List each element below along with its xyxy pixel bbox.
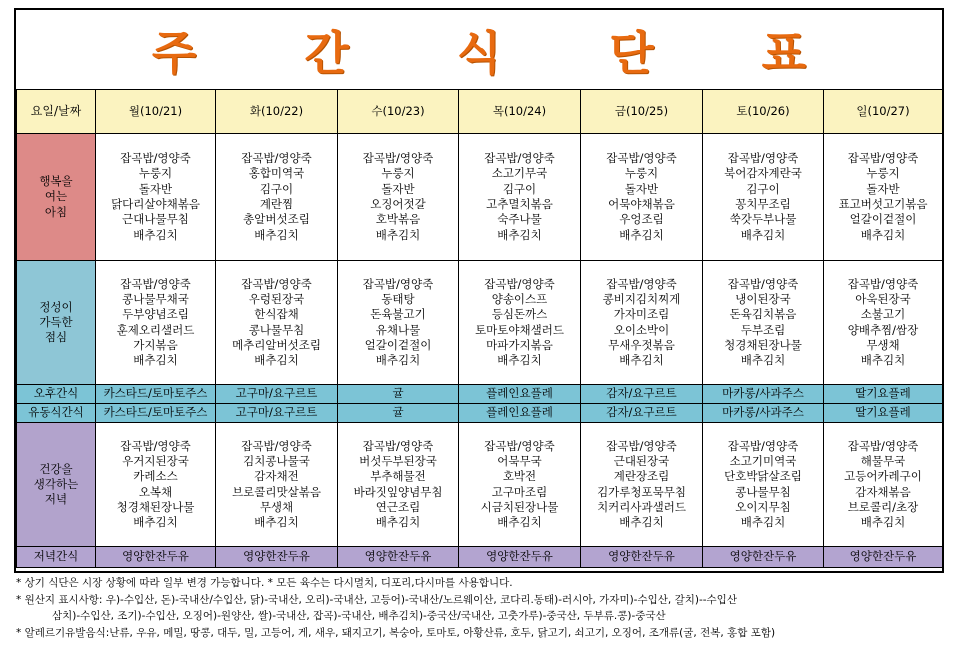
menu-item: 동태탕	[381, 291, 415, 306]
menu-item: 돈육불고기	[370, 307, 426, 322]
dinner-label-line: 건강을	[39, 461, 73, 476]
lunch-row	[17, 261, 943, 385]
menu-item: 무생채	[866, 337, 900, 352]
dinner-label-line: 생각하는	[33, 476, 79, 491]
menu-item: 오복채	[138, 484, 173, 499]
lunch-cell	[338, 261, 459, 385]
dinner-cell	[703, 423, 824, 547]
liquid-snack-cell: 플레인요플레	[459, 404, 581, 423]
lunch-label-line: 가득한	[39, 314, 73, 329]
menu-item: 잡곡밥/영양죽	[484, 151, 555, 166]
menu-item: 잡곡밥/영양죽	[484, 276, 555, 291]
menu-item: 오이소박이	[613, 322, 670, 337]
menu-item: 계란장조림	[613, 469, 670, 484]
menu-item: 잡곡밥/영양죽	[847, 151, 919, 166]
menu-item: 청경채된장나물	[724, 337, 802, 352]
menu-item: 잡곡밥/영양죽	[362, 151, 434, 166]
menu-item: 무생채	[259, 499, 294, 514]
menu-item: 배추김치	[740, 227, 786, 242]
breakfast-cell	[824, 134, 943, 261]
menu-item: 가지볶음	[133, 337, 178, 352]
menu-item: 가자미조림	[613, 307, 670, 322]
lunch-cell	[824, 261, 943, 385]
menu-item: 브로콜리/초장	[847, 499, 919, 514]
night-snack-cell: 영양한잔두유	[824, 547, 943, 568]
header-label: 요일/날짜	[17, 90, 96, 134]
breakfast-cell	[581, 134, 703, 261]
menu-item: 유채나물	[375, 322, 421, 337]
afternoon-snack-cell: 귤	[338, 385, 459, 404]
menu-item: 김구이	[259, 181, 294, 196]
day-header: 월(10/21)	[96, 90, 216, 134]
menu-item: 어묵야채볶음	[608, 197, 675, 211]
afternoon-snack-cell: 고구마/요구르트	[216, 385, 338, 404]
menu-item: 쑥갓두부나물	[729, 212, 797, 227]
menu-item: 북어감자계란국	[724, 166, 802, 181]
dinner-cell	[459, 423, 581, 547]
menu-item: 배추김치	[860, 515, 906, 530]
menu-item: 잡곡밥/영양죽	[847, 438, 919, 453]
breakfast-cell	[703, 134, 824, 261]
menu-item: 어묵무국	[497, 453, 542, 468]
liquid-snack-cell: 딸기요플레	[824, 404, 943, 423]
menu-item: 양송이스프	[491, 291, 548, 306]
menu-item: 치커리사과샐러드	[597, 499, 686, 514]
menu-item: 버섯두부된장국	[359, 453, 437, 468]
dinner-cell	[216, 423, 338, 547]
menu-item: 잡곡밥/영양죽	[362, 438, 434, 453]
menu-item: 콩비지김치찌게	[602, 291, 681, 306]
menu-item: 김구이	[502, 181, 537, 196]
menu-item: 잡곡밥/영양죽	[362, 276, 434, 291]
menu-item: 잡곡밥/영양죽	[606, 276, 677, 291]
menu-item: 양배추찜/쌈장	[847, 322, 919, 337]
menu-item: 표고버섯고기볶음	[838, 197, 928, 211]
liquid-snack-cell: 감자/요구르트	[581, 404, 703, 423]
menu-item: 잡곡밥/영양죽	[120, 151, 191, 166]
night-snack-cell: 영양한잔두유	[459, 547, 581, 568]
menu-item: 얼갈이겉절이	[364, 337, 432, 352]
night-snack-label: 저녁간식	[17, 547, 96, 568]
menu-item: 배추김치	[497, 515, 542, 530]
menu-item: 시금치된장나물	[480, 499, 559, 514]
dinner-cell	[338, 423, 459, 547]
menu-item: 고등어카레구이	[844, 469, 922, 484]
menu-item: 등심돈까스	[491, 307, 548, 322]
menu-item: 콩나물무채국	[122, 291, 189, 306]
menu-item: 메추리알버섯조림	[232, 337, 321, 352]
day-header: 금(10/25)	[581, 90, 703, 134]
menu-item: 부추해물전	[370, 469, 426, 484]
menu-item: 한식잡채	[254, 307, 299, 322]
menu-item: 우거지된장국	[122, 453, 189, 468]
menu-item: 배추김치	[254, 227, 299, 242]
menu-item: 두부조림	[740, 322, 786, 337]
menu-item: 두부양념조림	[122, 307, 189, 322]
menu-item: 바라짓잎양념무침	[353, 484, 443, 499]
menu-item: 브로콜리맛살볶음	[232, 484, 321, 499]
menu-item: 잡곡밥/영양죽	[241, 151, 312, 166]
menu-item: 소고기미역국	[729, 453, 797, 468]
footnote-origin: * 원산지 표시사항: 우)-수입산, 돈)-국내산/수입산, 닭)-국내산, 오리)-국내산, 고등어)-국내산/노르웨이산, 코다리.동태)-러시아, 가자미)-수입산, 갈치)--수입산	[16, 593, 737, 606]
menu-item: 꽁치무조림	[735, 197, 791, 211]
night-snack-cell: 영양한잔두유	[216, 547, 338, 568]
menu-item: 홍합미역국	[248, 166, 305, 181]
lunch-cell	[216, 261, 338, 385]
liquid-snack-label: 유동식간식	[17, 404, 96, 423]
menu-item: 냉이된장국	[735, 291, 791, 306]
menu-item: 돌자반	[866, 181, 900, 196]
lunch-label-line: 점심	[44, 330, 68, 345]
menu-item: 배추김치	[619, 515, 664, 530]
liquid-snack-cell: 마카롱/사과주스	[703, 404, 824, 423]
menu-item: 감자채볶음	[855, 484, 911, 499]
menu-item: 배추김치	[133, 515, 178, 530]
menu-item: 배추김치	[375, 515, 421, 530]
menu-item: 우엉조림	[619, 212, 664, 227]
page-title: 주 간 식 단 표	[151, 25, 853, 80]
menu-item: 잡곡밥/영양죽	[606, 151, 677, 166]
dinner-row	[17, 423, 943, 547]
menu-item: 김구이	[746, 181, 780, 196]
menu-item: 배추김치	[254, 515, 299, 530]
afternoon-snack-cell: 감자/요구르트	[581, 385, 703, 404]
night-snack-cell: 영양한잔두유	[96, 547, 216, 568]
menu-item: 김가루청포묵무침	[597, 484, 686, 499]
menu-item: 잡곡밥/영양죽	[241, 276, 312, 291]
breakfast-cell	[96, 134, 216, 261]
menu-frame	[14, 8, 944, 573]
menu-item: 잡곡밥/영양죽	[120, 438, 191, 453]
menu-item: 청경채된장나물	[116, 499, 195, 514]
menu-item: 잡곡밥/영양죽	[484, 438, 555, 453]
menu-item: 단호박닭살조림	[724, 469, 802, 484]
title-box	[16, 10, 942, 89]
footnotes	[16, 575, 946, 641]
menu-item: 무새우젓볶음	[608, 337, 675, 352]
menu-item: 콩나물무침	[248, 322, 305, 337]
menu-item: 배추김치	[740, 353, 786, 368]
menu-item: 호박볶음	[375, 212, 421, 227]
menu-item: 배추김치	[133, 353, 178, 368]
menu-item: 카레소스	[133, 469, 178, 484]
menu-item: 닭다리살야채볶음	[111, 197, 200, 211]
menu-item: 잡곡밥/영양죽	[727, 438, 799, 453]
breakfast-cell	[459, 134, 581, 261]
breakfast-cell	[338, 134, 459, 261]
breakfast-label-line: 행복을	[39, 174, 73, 189]
dinner-cell	[581, 423, 703, 547]
day-header: 일(10/27)	[824, 90, 943, 134]
menu-item: 아욱된장국	[855, 291, 911, 306]
menu-item: 연근조림	[375, 499, 421, 514]
menu-item: 누룽지	[381, 166, 415, 181]
weekly-menu-table	[16, 89, 943, 568]
night-snack-row	[17, 547, 943, 568]
menu-item: 고구마조림	[491, 484, 548, 499]
header-row	[17, 90, 943, 134]
afternoon-snack-row	[17, 385, 943, 404]
afternoon-snack-cell: 딸기요플레	[824, 385, 943, 404]
night-snack-cell: 영양한잔두유	[703, 547, 824, 568]
menu-item: 얼갈이겉절이	[849, 212, 917, 227]
menu-item: 고추멸치볶음	[486, 197, 553, 211]
liquid-snack-cell: 귤	[338, 404, 459, 423]
menu-item: 누룽지	[624, 166, 659, 181]
menu-item: 배추김치	[133, 227, 178, 242]
menu-item: 배추김치	[497, 353, 542, 368]
menu-item: 총알버섯조림	[243, 212, 310, 227]
dinner-cell	[96, 423, 216, 547]
menu-item: 잡곡밥/영양죽	[727, 151, 799, 166]
breakfast-label-line: 여는	[44, 189, 68, 204]
night-snack-cell: 영양한잔두유	[338, 547, 459, 568]
menu-item: 소불고기	[860, 307, 906, 322]
dinner-label	[17, 423, 96, 547]
liquid-snack-cell: 카스타드/토마토주스	[96, 404, 216, 423]
menu-item: 배추김치	[375, 353, 421, 368]
menu-item: 배추김치	[497, 227, 542, 242]
afternoon-snack-cell: 카스타드/토마토주스	[96, 385, 216, 404]
menu-item: 콩나물무침	[735, 484, 791, 499]
menu-item: 돈육김치볶음	[729, 307, 797, 322]
menu-item: 소고기무국	[491, 166, 548, 181]
dinner-cell	[824, 423, 943, 547]
lunch-cell	[459, 261, 581, 385]
breakfast-cell	[216, 134, 338, 261]
night-snack-cell: 영양한잔두유	[581, 547, 703, 568]
day-header: 화(10/22)	[216, 90, 338, 134]
lunch-cell	[581, 261, 703, 385]
menu-item: 계란찜	[259, 197, 294, 211]
lunch-label	[17, 261, 96, 385]
menu-item: 배추김치	[619, 353, 664, 368]
menu-item: 잡곡밥/영양죽	[727, 276, 799, 291]
menu-item: 감자채전	[254, 469, 299, 484]
footnote-origin-continued: 삼치)-수입산, 조기)-수입산, 오징어)-원양산, 쌀)-국내산, 잡곡)-국내산, 배추김치)-중국산/국내산, 고춧가루)-중국산, 두부류.콩)-중국산	[52, 610, 666, 622]
menu-item: 토마토야채샐러드	[475, 322, 564, 337]
lunch-label-line: 정성이	[39, 299, 73, 314]
menu-item: 호박전	[502, 469, 537, 484]
menu-item: 우렁된장국	[248, 291, 305, 306]
menu-item: 배추김치	[860, 353, 906, 368]
lunch-cell	[703, 261, 824, 385]
day-header: 수(10/23)	[338, 90, 459, 134]
breakfast-label	[17, 134, 96, 261]
afternoon-snack-cell: 마카롱/사과주스	[703, 385, 824, 404]
menu-item: 배추김치	[740, 515, 786, 530]
liquid-snack-cell: 고구마/요구르트	[216, 404, 338, 423]
afternoon-snack-label: 오후간식	[17, 385, 96, 404]
menu-item: 누룽지	[138, 166, 173, 181]
breakfast-label-line: 아침	[44, 204, 68, 219]
menu-item: 배추김치	[619, 227, 664, 242]
dinner-label-line: 저녁	[44, 492, 68, 507]
menu-item: 마파가지볶음	[486, 337, 553, 352]
menu-item: 김치콩나물국	[243, 453, 310, 468]
menu-item: 근대나물무침	[122, 212, 189, 227]
menu-item: 돌자반	[624, 181, 659, 196]
day-header: 토(10/26)	[703, 90, 824, 134]
menu-item: 근대된장국	[613, 453, 670, 468]
liquid-snack-row	[17, 404, 943, 423]
menu-item: 돌자반	[138, 181, 173, 196]
menu-item: 배추김치	[860, 227, 906, 242]
menu-item: 훈제오리샐러드	[116, 322, 195, 337]
menu-item: 오징어젓갈	[370, 197, 426, 211]
day-header: 목(10/24)	[459, 90, 581, 134]
menu-item: 오이지무침	[735, 499, 791, 514]
menu-item: 잡곡밥/영양죽	[847, 276, 919, 291]
footnote-allergens: * 알레르기유발음식:난류, 우유, 메밀, 땅콩, 대두, 밀, 고등어, 게, 새우, 돼지고기, 복숭아, 토마토, 아황산류, 호두, 닭고기, 쇠고기, 오징어, 조개류(굴, 전복, 홍합 포함)	[16, 626, 776, 639]
menu-item: 잡곡밥/영양죽	[606, 438, 677, 453]
breakfast-row	[17, 134, 943, 261]
footnote-change-notice: * 상기 식단은 시장 상황에 따라 일부 변경 가능합니다. * 모든 육수는 다시멸치, 디포리,다시마를 사용합니다.	[16, 577, 513, 589]
menu-item: 해물무국	[860, 453, 906, 468]
menu-item: 숙주나물	[497, 212, 542, 227]
menu-item: 배추김치	[375, 227, 421, 242]
menu-item: 잡곡밥/영양죽	[120, 276, 191, 291]
menu-item: 잡곡밥/영양죽	[241, 438, 312, 453]
menu-item: 돌자반	[381, 181, 415, 196]
menu-item: 누룽지	[866, 166, 900, 181]
lunch-cell	[96, 261, 216, 385]
afternoon-snack-cell: 플레인요플레	[459, 385, 581, 404]
menu-item: 배추김치	[254, 353, 299, 368]
